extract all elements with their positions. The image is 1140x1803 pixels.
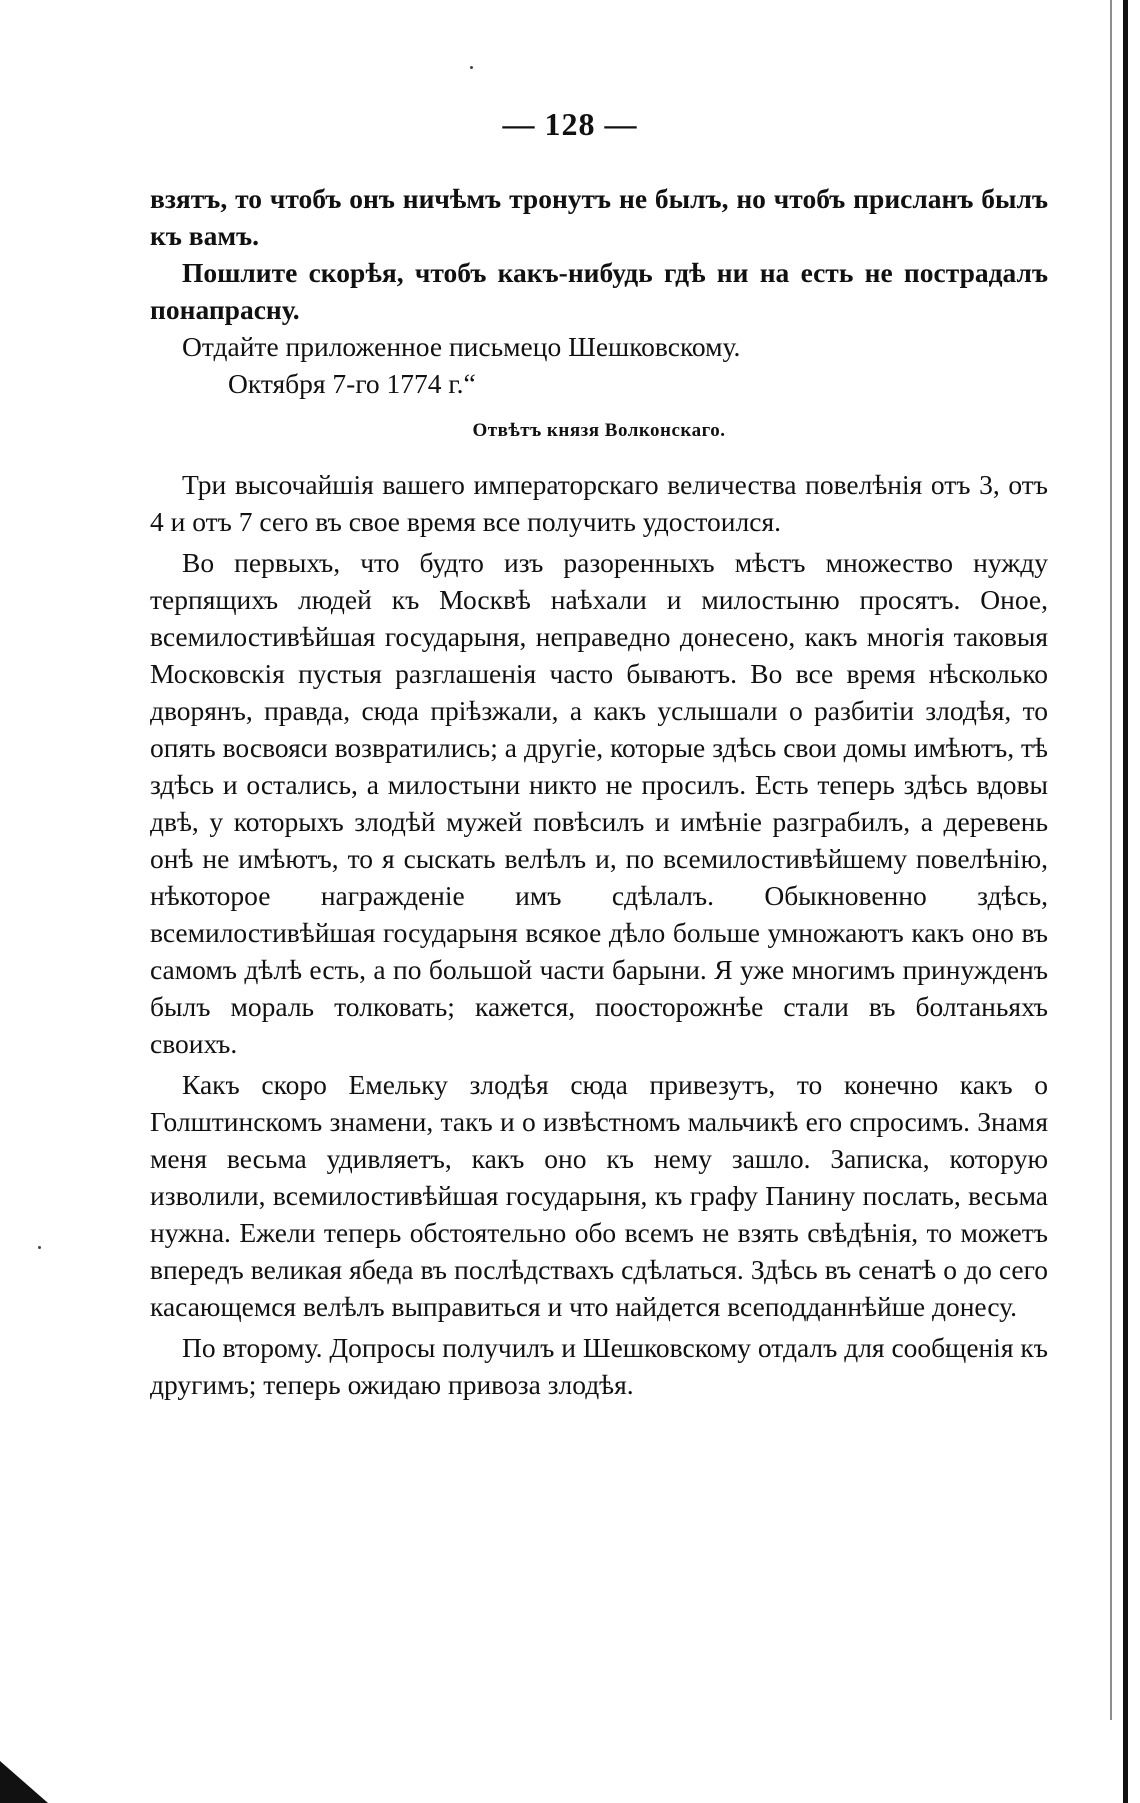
scan-edge-shadow <box>1110 0 1112 1720</box>
paragraph-letter-to-sheshkovsky: Отдайте приложенное письмецо Шешковскому. <box>182 331 741 362</box>
scan-edge <box>1123 0 1128 1803</box>
corner-mark <box>0 1761 48 1803</box>
print-speck <box>38 1246 41 1249</box>
page-number: — 128 — <box>502 106 638 142</box>
section-heading: Отвѣтъ князя Волконскаго. <box>472 420 726 441</box>
print-speck <box>470 66 473 69</box>
paragraph-send-quickly: Пошлите скорѣя, чтобъ какъ-нибудь гдѣ ни на есть не пострадалъ понапрасну. <box>150 257 1048 325</box>
paragraph-second-point: По второму. Допросы получилъ и Шешковскому отдалъ для сообщенія къ другимъ; теперь ожидаю привоза злодѣя. <box>150 1332 1048 1400</box>
text-column <box>150 180 1048 1403</box>
paragraph-continuation: взятъ, то чтобъ онъ ничѣмъ тронутъ не былъ, но чтобъ присланъ былъ къ вамъ. <box>150 183 1048 251</box>
letter-date: Октября 7-го 1774 г.“ <box>228 368 476 399</box>
paragraph-first-point: Во первыхъ, что будто изъ разоренныхъ мѣстъ множество нужду терпящихъ людей къ Москвѣ наѣхали и милостыню просятъ. Оное, всемилостивѣйшая государыня, неправедно донесено, какъ многія таковыя Московскія пустыя разглашенія часто бываютъ. Во все время нѣсколько дворянъ, правда, сюда пріѣзжали, а какъ услышали о разбитіи злодѣя, то опять восвояси возвратились; а другіе, которые здѣсь свои домы имѣютъ, тѣ здѣсь и остались, а милостыни никто не просилъ. Есть теперь здѣсь вдовы двѣ, у которыхъ злодѣй мужей повѣсилъ и имѣніе разграбилъ, а деревень онѣ не имѣютъ, то я сыскать велѣлъ и, по всемилостивѣйшему повелѣнію, нѣкоторое награжденіе имъ сдѣлалъ. Обыкновенно здѣсь, всемилостивѣйшая государыня всякое дѣло больше умножаютъ какъ оно въ самомъ дѣлѣ есть, а по большой части барыни. Я уже многимъ принужденъ былъ мораль толковать; кажется, поосторожнѣе стали въ болтаньяхъ своихъ. <box>150 547 1048 1059</box>
paragraph-emelka: Какъ скоро Емельку злодѣя сюда привезутъ, то конечно какъ о Голштинскомъ знамени, такъ и о извѣстномъ мальчикѣ его спросимъ. Знамя меня весьма удивляетъ, какъ оно къ нему зашло. Записка, которую изволили, всемилостивѣйшая государыня, къ графу Панину послать, весьма нужна. Ежели теперь обстоятельно обо всемъ не взять свѣдѣнія, то можетъ впередъ великая ябеда въ послѣдствахъ сдѣлаться. Здѣсь въ сенатѣ о до сего касающемся велѣлъ выправиться и что найдется всеподданнѣйше донесу. <box>150 1069 1048 1322</box>
paragraph-reply-intro: Три высочайшія вашего императорскаго величества повелѣнія отъ 3, отъ 4 и отъ 7 сего въ свое время все получить удостоился. <box>150 469 1048 537</box>
